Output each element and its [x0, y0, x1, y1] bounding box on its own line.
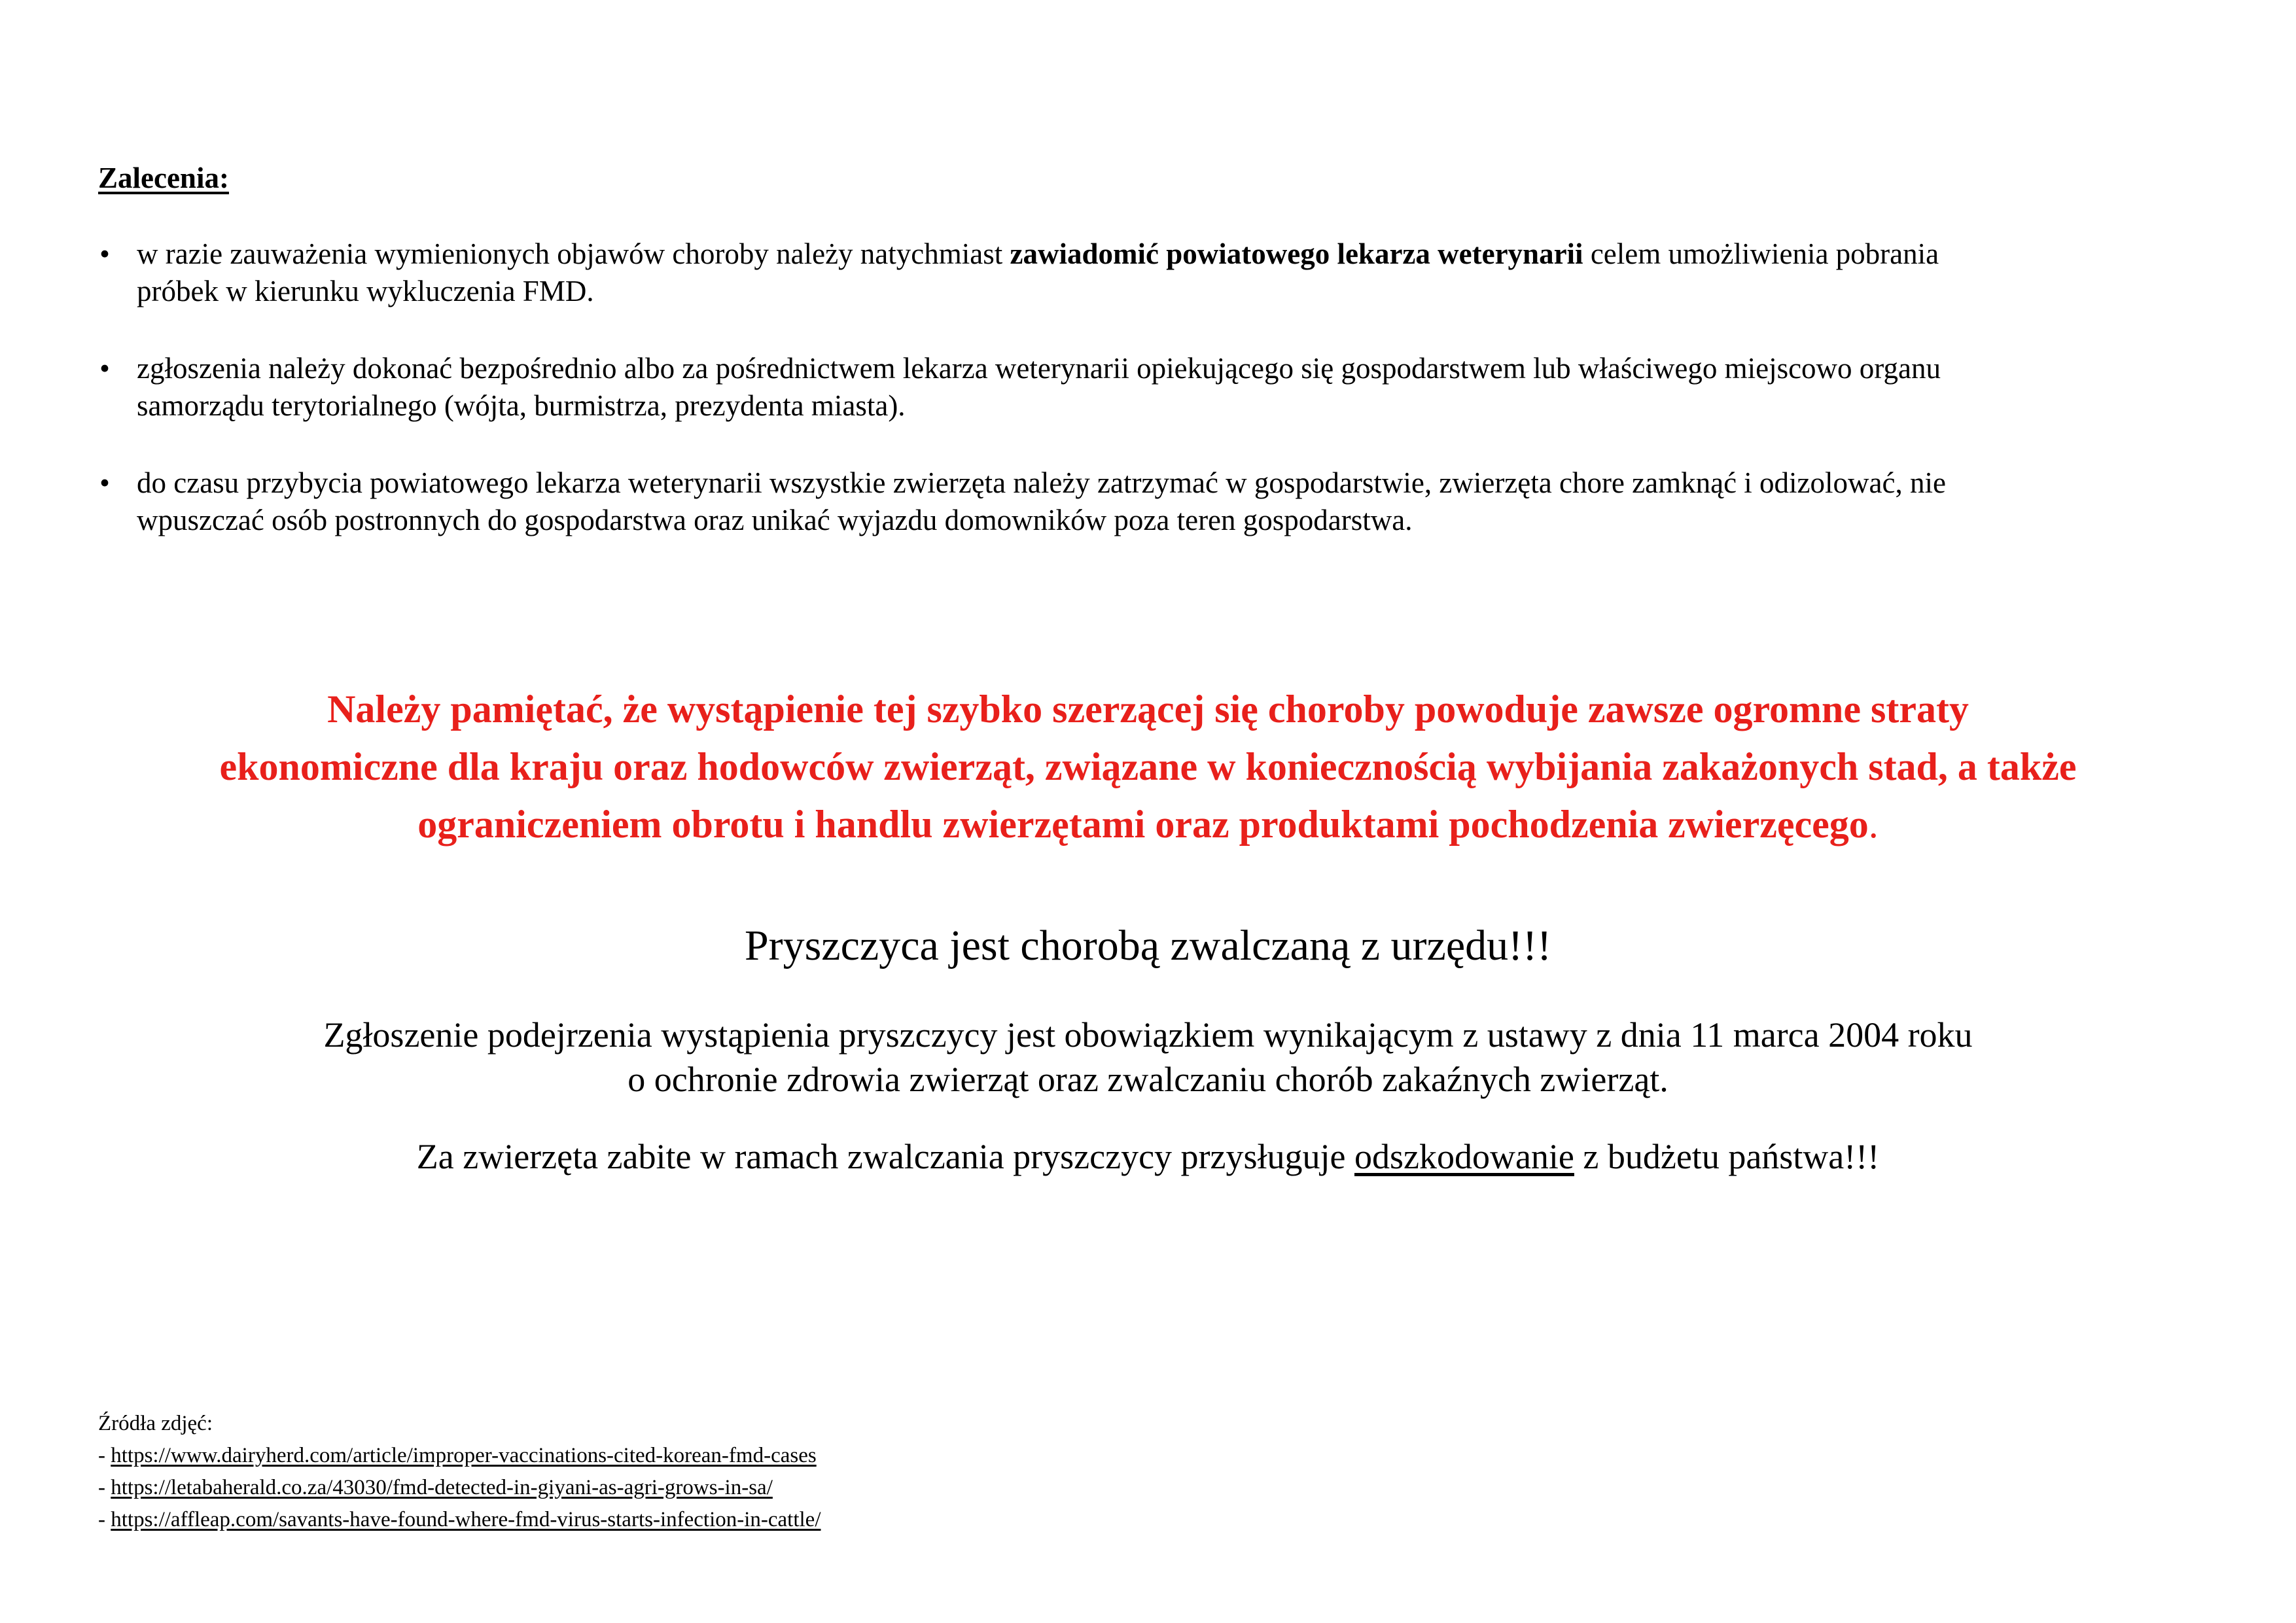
- image-sources: [98, 1408, 821, 1536]
- list-item: [98, 1472, 821, 1504]
- recommendations-list: [98, 236, 2192, 579]
- warning-line: ekonomiczne dla kraju oraz hodowców zwierząt, związane w koniecznością wybijania zakażonych stad, a także: [219, 745, 2077, 788]
- sources-label: Źródła zdjęć:: [98, 1412, 213, 1435]
- official-disease-statement: Pryszczyca jest chorobą zwalczaną z urzędu!!!: [744, 922, 1552, 969]
- recommendation-text: do czasu przybycia powiatowego lekarza weterynarii wszystkie zwierzęta należy zatrzymać w gospodarstwie, zwierzęta chore zamknąć i odizolować, nie: [137, 466, 1946, 499]
- source-prefix: -: [98, 1508, 111, 1531]
- source-link[interactable]: https://letabaherald.co.za/43030/fmd-detected-in-giyani-as-agri-grows-in-sa/: [111, 1476, 773, 1499]
- recommendation-text: zgłoszenia należy dokonać bezpośrednio albo za pośrednictwem lekarza weterynarii opiekującego się gospodarstwem lub właściwego miejscowo organu: [137, 352, 1941, 385]
- compensation-link[interactable]: odszkodowanie: [1354, 1137, 1574, 1176]
- list-item: [98, 350, 2192, 425]
- compensation-text: z budżetu państwa!!!: [1574, 1137, 1880, 1176]
- obligation-line: Zgłoszenie podejrzenia wystąpienia pryszczycy jest obowiązkiem wynikającym z ustawy z dnia 11 marca 2004 roku: [323, 1015, 1973, 1055]
- recommendations-heading: Zalecenia:: [98, 162, 229, 194]
- list-item: [98, 464, 2192, 539]
- compensation-text: Za zwierzęta zabite w ramach zwalczania pryszczycy przysługuje: [416, 1137, 1354, 1176]
- recommendation-emphasis: zawiadomić powiatowego lekarza weterynarii: [1010, 237, 1583, 270]
- source-prefix: -: [98, 1476, 111, 1499]
- bullet-icon: •: [99, 237, 110, 270]
- source-link[interactable]: https://affleap.com/savants-have-found-where-fmd-virus-starts-infection-in-cattle/: [111, 1508, 821, 1531]
- list-item: [98, 1504, 821, 1536]
- source-prefix: -: [98, 1444, 111, 1467]
- recommendation-text: w razie zauważenia wymienionych objawów choroby należy natychmiast: [137, 237, 1010, 270]
- recommendation-text: próbek w kierunku wykluczenia FMD.: [137, 275, 594, 307]
- warning-line: ograniczeniem obrotu i handlu zwierzętami oraz produktami pochodzenia zwierzęcego: [417, 803, 1869, 846]
- recommendation-text: wpuszczać osób postronnych do gospodarstwa oraz unikać wyjazdu domowników poza teren gospodarstwa.: [137, 504, 1413, 536]
- bullet-icon: •: [99, 352, 110, 385]
- compensation-note: [79, 1134, 2217, 1179]
- source-link[interactable]: https://www.dairyherd.com/article/improper-vaccinations-cited-korean-fmd-cases: [111, 1444, 817, 1467]
- recommendation-text: samorządu terytorialnego (wójta, burmistrza, prezydenta miasta).: [137, 389, 906, 422]
- reporting-obligation: [79, 1013, 2217, 1102]
- bullet-icon: •: [99, 466, 110, 499]
- recommendation-text: celem umożliwienia pobrania: [1583, 237, 1939, 270]
- list-item: [98, 236, 2192, 310]
- list-item: [98, 1440, 821, 1472]
- warning-period: .: [1868, 803, 1879, 846]
- obligation-line: o ochronie zdrowia zwierząt oraz zwalczaniu chorób zakaźnych zwierząt.: [627, 1060, 1669, 1099]
- economic-loss-warning: [79, 680, 2217, 853]
- warning-line: Należy pamiętać, że wystąpienie tej szybko szerzącej się choroby powoduje zawsze ogromne straty: [327, 688, 1969, 731]
